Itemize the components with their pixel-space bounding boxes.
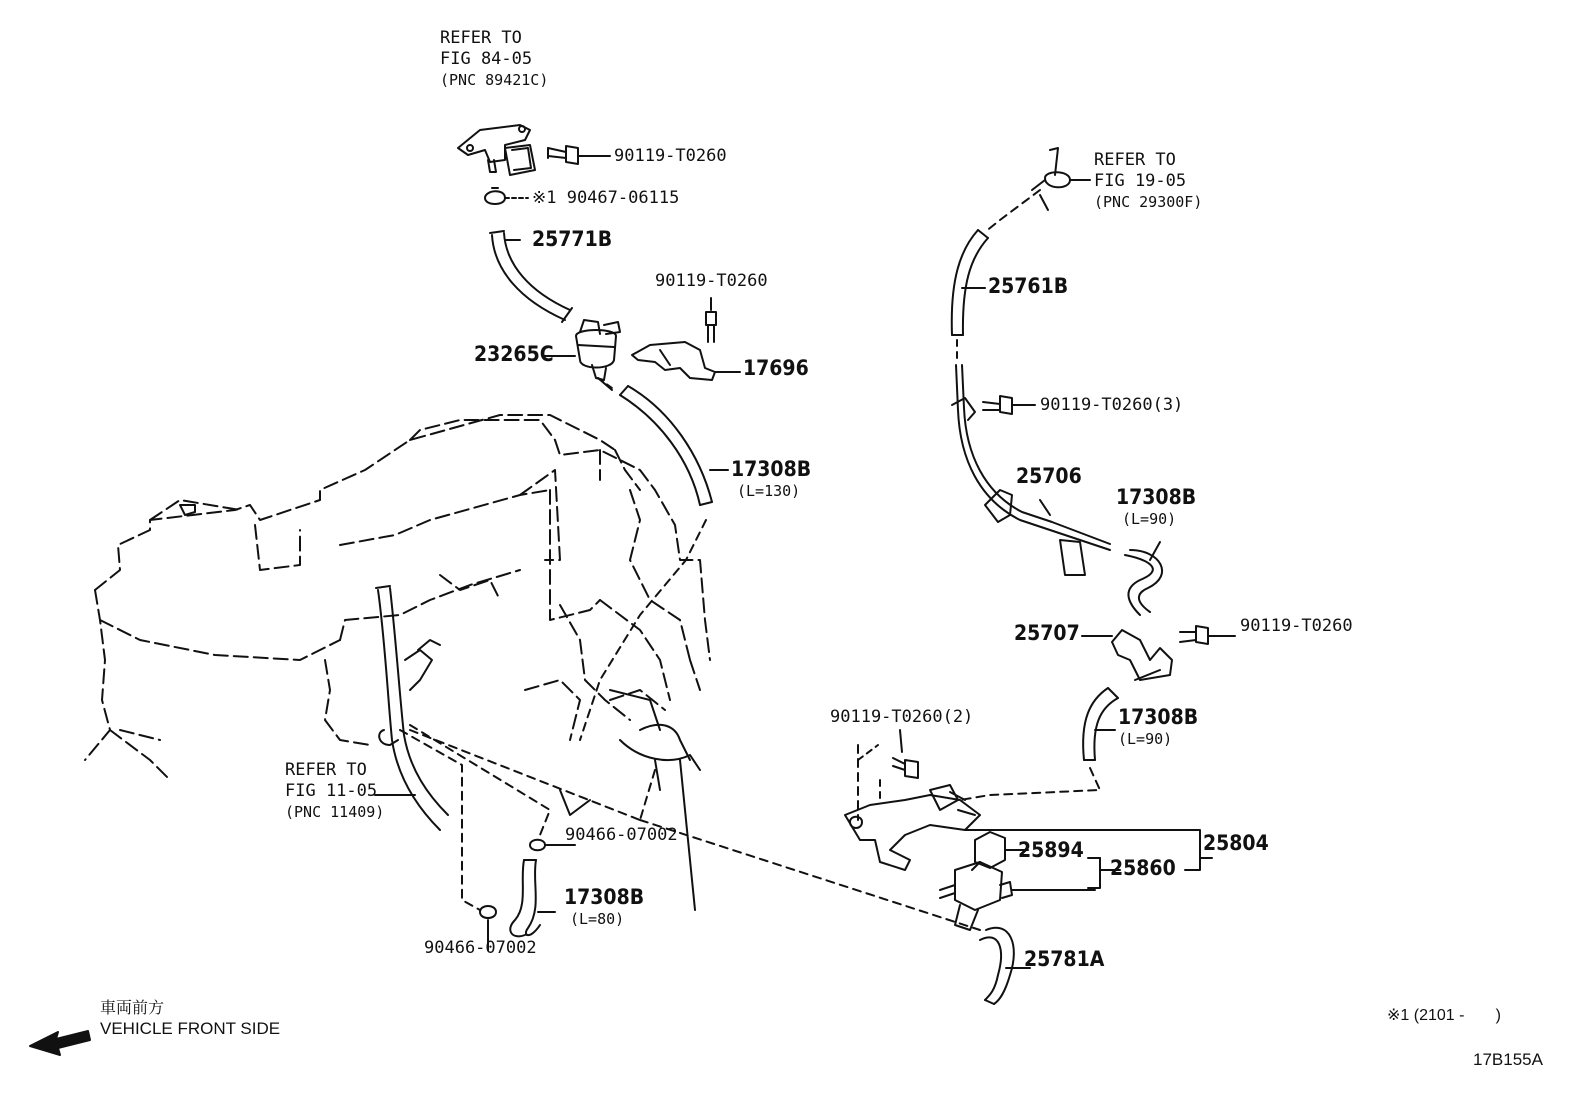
leader-fig-19 [985, 190, 1040, 232]
part-label-clamp-lower[interactable]: 90466-07002 [424, 938, 537, 958]
part-label-25771b[interactable]: 25771B [532, 227, 613, 251]
ref-line-1: REFER TO [1094, 150, 1176, 170]
part-label-25804[interactable]: 25804 [1203, 831, 1269, 855]
ref-line-2: FIG 19-05 [1094, 171, 1187, 191]
leader-25804-b [858, 745, 878, 760]
engine-block-outline [85, 415, 710, 780]
part-label-25860[interactable]: 25860 [1110, 856, 1176, 880]
hose-17308b-l80 [510, 860, 555, 936]
bracket-assembly-25804 [845, 780, 980, 870]
part-length-l90-lower: (L=90) [1118, 730, 1173, 748]
hose-17308b-l90-upper [1125, 542, 1162, 615]
bracket-17696 [632, 342, 740, 380]
gauge-guide-pipe [376, 586, 448, 830]
part-label-25761b[interactable]: 25761B [988, 274, 1069, 298]
direction-label-japanese: 車両前方 [100, 998, 165, 1017]
part-label-25706[interactable]: 25706 [1016, 464, 1082, 488]
bolt-right [1180, 626, 1235, 644]
vacuum-filter-23265c [544, 320, 620, 390]
leader-clamp-lower [400, 730, 480, 910]
ref-line-3: (PNC 89421C) [440, 71, 549, 89]
ref-line-1: REFER TO [285, 760, 367, 780]
ref-fig-19-05[interactable] [1094, 150, 1202, 213]
bolt-x2 [893, 730, 918, 778]
figure-code: 17B155A [1473, 1050, 1543, 1069]
part-label-bolt-x2[interactable]: 90119-T0260(2) [830, 707, 974, 727]
part-label-bolt-x3[interactable]: 90119-T0260(3) [1040, 395, 1184, 415]
engine-details [180, 505, 700, 910]
part-label-bolt-mid[interactable]: 90119-T0260 [655, 271, 768, 291]
direction-label-english: VEHICLE FRONT SIDE [100, 1019, 281, 1038]
hose-17308b-l90-lower [1083, 688, 1118, 760]
vsv-assembly-25860 [940, 862, 1095, 930]
leader-hose-130 [580, 520, 706, 740]
part-label-bolt-top[interactable]: 90119-T0260 [614, 146, 727, 166]
leader-engine-to-25781a [640, 770, 655, 820]
part-label-25781a[interactable]: 25781A [1024, 947, 1105, 971]
part-label-17308b-l80[interactable]: 17308B [564, 885, 645, 909]
part-label-17308b-l90-lower[interactable]: 17308B [1118, 705, 1199, 729]
ref-line-2: FIG 84-05 [440, 49, 533, 69]
part-label-23265c[interactable]: 23265C [474, 342, 554, 366]
hose-17308b-l130 [620, 386, 728, 505]
ref-line-2: FIG 11-05 [285, 781, 378, 801]
footnote-label: ※1 (2101 - ) [1387, 1007, 1501, 1024]
ref-line-3: (PNC 11409) [285, 803, 385, 821]
part-label-bolt-right[interactable]: 90119-T0260 [1240, 616, 1353, 636]
part-label-17696[interactable]: 17696 [743, 356, 809, 380]
bolt-top [548, 146, 610, 164]
vehicle-front-arrow [30, 1031, 90, 1055]
ref-fig-84-05[interactable] [440, 28, 548, 91]
gasket-top [485, 188, 528, 204]
leader-l90-lower [960, 768, 1100, 800]
leader-pipe-to-25781a [410, 730, 640, 820]
part-label-clamp-upper[interactable]: 90466-07002 [565, 825, 678, 845]
part-label-17308b-l90-upper[interactable]: 17308B [1116, 485, 1197, 509]
bracket-25707 [1082, 630, 1172, 680]
part-label-17308b-l130[interactable]: 17308B [731, 457, 812, 481]
pipe-25761b [952, 230, 988, 335]
fitting-fig-19-05 [1032, 148, 1090, 210]
part-length-l80: (L=80) [570, 910, 625, 928]
part-length-l90-upper: (L=90) [1122, 510, 1177, 528]
bolt-mid [706, 298, 716, 342]
ref-fig-11-05[interactable] [285, 760, 384, 823]
ref-line-1: REFER TO [440, 28, 522, 48]
part-label-25707[interactable]: 25707 [1014, 621, 1080, 645]
hose-25781a [980, 928, 1030, 1004]
part-label-gasket-top[interactable]: ※1 90467-06115 [532, 188, 680, 208]
part-length-l130: (L=130) [737, 482, 801, 500]
map-sensor [458, 125, 535, 175]
ref-line-3: (PNC 29300F) [1094, 193, 1203, 211]
part-label-25894[interactable]: 25894 [1018, 838, 1084, 862]
leader-clamp-upper [410, 725, 550, 835]
bolt-x3 [983, 396, 1035, 414]
